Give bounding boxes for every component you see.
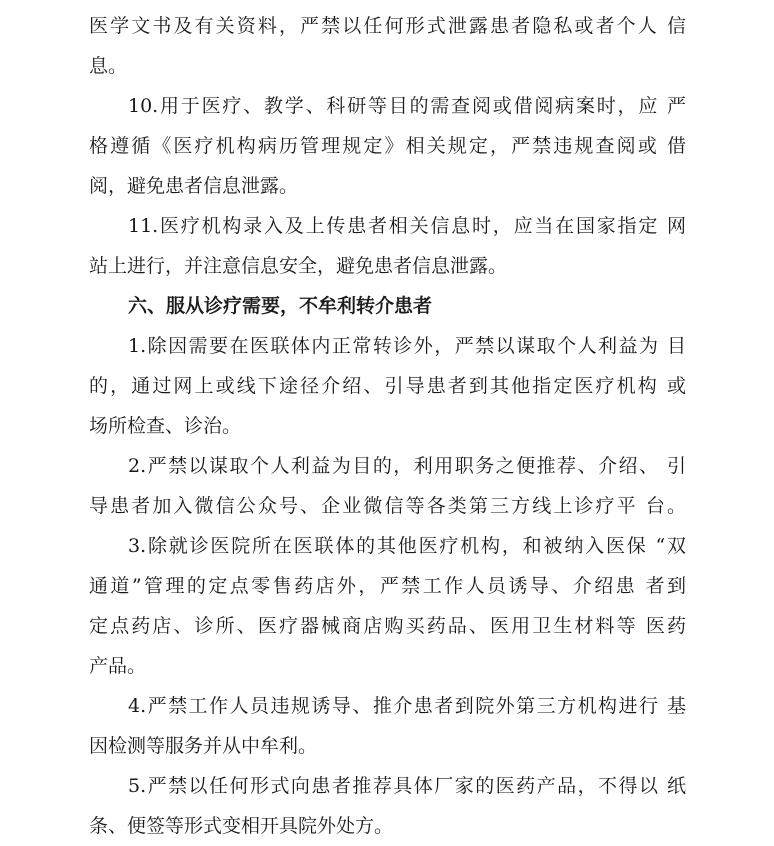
text-line: 条、便签等形式变相开具院外处方。 <box>89 815 394 837</box>
text-line: 息。 <box>89 55 128 77</box>
text-line: 场所检查、诊治。 <box>89 415 242 437</box>
text-line: 11.医疗机构录入及上传患者相关信息时，应当在国家指定 网 <box>128 215 686 237</box>
text-line: 10.用于医疗、教学、科研等目的需查阅或借阅病案时，应 严 <box>128 95 686 117</box>
text-line: 导患者加入微信公众号、企业微信等各类第三方线上诊疗平 台。 <box>89 495 686 517</box>
text-line: 产品。 <box>89 655 147 677</box>
text-line: 因检测等服务并从中牟利。 <box>89 735 318 757</box>
text-line: 4.严禁工作人员违规诱导、推介患者到院外第三方机构进行 基 <box>128 695 686 717</box>
text-line: 的，通过网上或线下途径介绍、引导患者到其他指定医疗机构 或 <box>89 375 686 397</box>
text-line: 通道”管理的定点零售药店外，严禁工作人员诱导、介绍患 者到 <box>89 575 686 597</box>
text-line: 5.严禁以任何形式向患者推荐具体厂家的医药产品，不得以 纸 <box>128 775 686 797</box>
text-line: 定点药店、诊所、医疗器械商店购买药品、医用卫生材料等 医药 <box>89 615 686 637</box>
text-line: 1.除因需要在医联体内正常转诊外，严禁以谋取个人利益为 目 <box>128 335 686 357</box>
section-heading: 六、服从诊疗需要，不牟利转介患者 <box>128 295 433 317</box>
text-line: 3.除就诊医院所在医联体的其他医疗机构，和被纳入医保 “双 <box>128 535 686 557</box>
text-line: 医学文书及有关资料，严禁以任何形式泄露患者隐私或者个人 信 <box>89 15 686 37</box>
text-line: 站上进行，并注意信息安全，避免患者信息泄露。 <box>89 255 508 277</box>
text-line: 阅，避免患者信息泄露。 <box>89 175 299 197</box>
text-line: 格遵循《医疗机构病历管理规定》相关规定，严禁违规查阅或 借 <box>89 135 686 157</box>
text-line: 2.严禁以谋取个人利益为目的，利用职务之便推荐、介绍、 引 <box>128 455 686 477</box>
